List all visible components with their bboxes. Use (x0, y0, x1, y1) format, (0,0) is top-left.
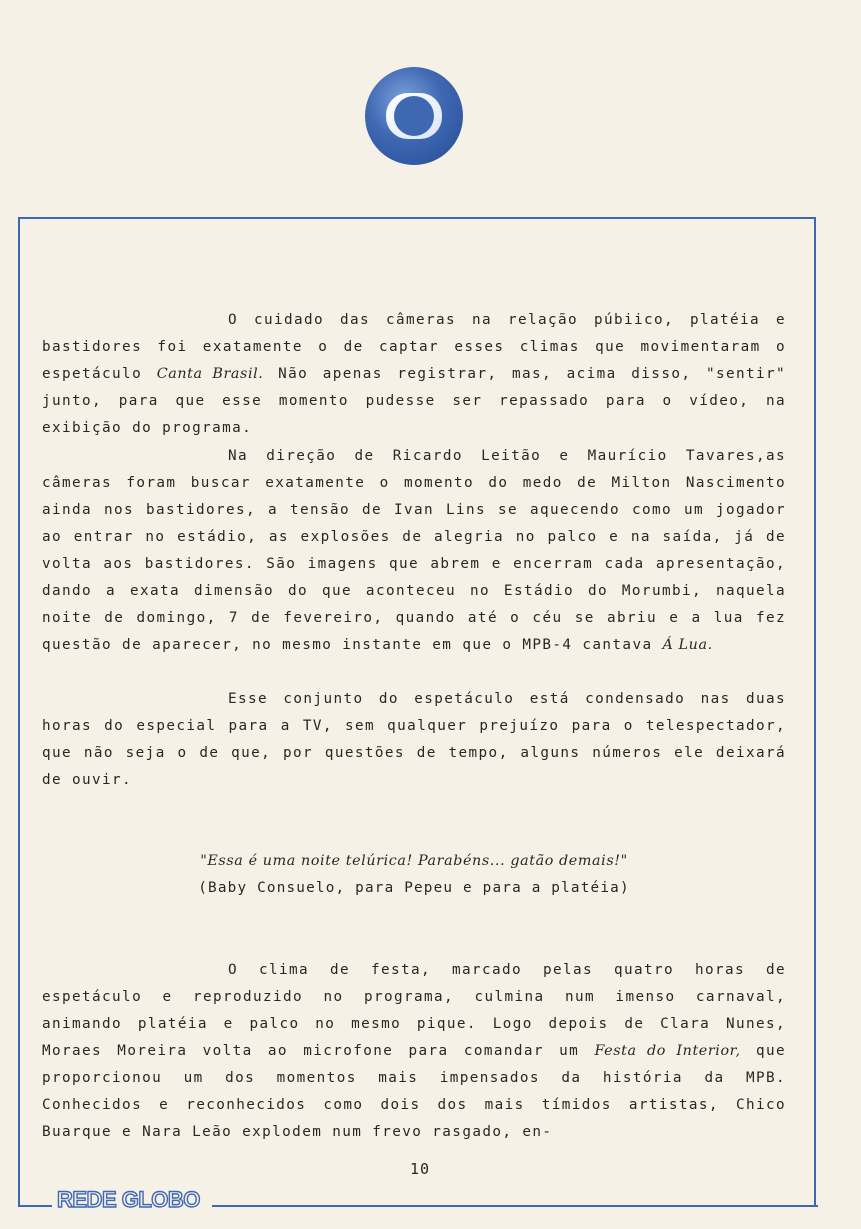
frame-bottom-line (212, 1205, 818, 1207)
title-canta-brasil: Canta Brasil. (156, 366, 264, 382)
paragraph-cameras: O cuidado das câmeras na relação púbiico, platéia e bastidores foi exatamente o de captar esses climas que movimentaram o espetáculo Canta Brasil. Não apenas registrar, mas, acima disso, "sentir" junto, para que esse momento pudesse ser repassado para o vídeo, na exibição do programa. (42, 312, 786, 436)
page-number: 10 (409, 1160, 431, 1178)
quote-text: "Essa é uma noite telúrica! Parabéns... gatão demais!" (200, 853, 628, 869)
quote-attribution: (Baby Consuelo, para Pepeu e para a platéia) (198, 880, 630, 896)
paragraph-condensed: Esse conjunto do espetáculo está condensado nas duas horas do especial para a TV, sem qualquer prejuízo para o telespectador, que não seja o de que, por questões de tempo, alguns números ele deixará de ouvir. (42, 691, 786, 788)
svg-text:REDE GLOBO: REDE GLOBO (57, 1187, 200, 1212)
title-a-lua: Á Lua. (662, 637, 713, 653)
frame-bottom-line (18, 1205, 52, 1207)
rede-globo-wordmark-logo (55, 1185, 210, 1213)
paragraph-festa: O clima de festa, marcado pelas quatro horas de espetáculo e reproduzido no programa, culmina num imenso carnaval, animando platéia e palco no mesmo pique. Logo depois de Clara Nunes, Moraes Moreira volta ao microfone para comandar um Festa do Interior, que proporcionou um dos momentos mais impensados da história da MPB. Conhecidos e reconhecidos como dois dos mais tímidos artistas, Chico Buarque e Nara Leão explodem num frevo rasgado, en- (42, 962, 786, 1140)
quote-block (42, 848, 786, 902)
paragraph-direction: Na direção de Ricardo Leitão e Maurício Tavares,as câmeras foram buscar exatamente o momento do medo de Milton Nascimento ainda nos bastidores, a tensão de Ivan Lins se aquecendo como um jogador ao entrar no estádio, as explosões de alegria no palco e na saída, já de volta aos bastidores. São imagens que abrem e encerram cada apresentação, dando a exata dimensão do que aconteceu no Estádio do Morumbi, naquela noite de domingo, 7 de fevereiro, quando até o céu se abriu e a lua fez questão de aparecer, no mesmo instante em que o MPB-4 cantava Á Lua. (42, 448, 786, 653)
title-festa-do-interior: Festa do Interior, (594, 1043, 741, 1059)
globo-logo-icon (364, 66, 464, 166)
